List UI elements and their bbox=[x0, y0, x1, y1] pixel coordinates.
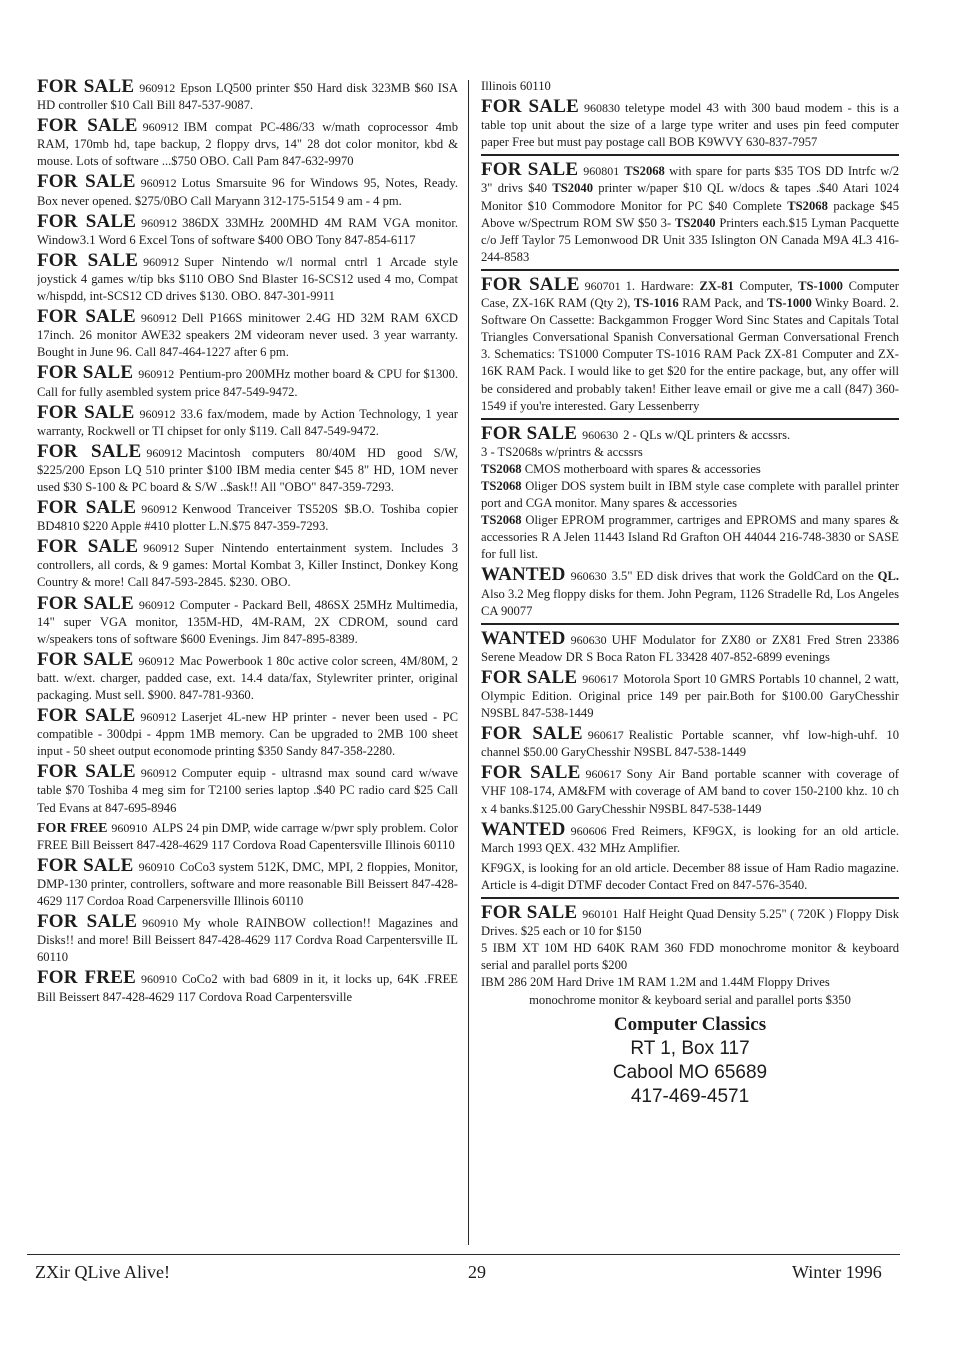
ad-date: 960912 bbox=[142, 120, 179, 135]
ad-text: UHF Modulator for ZX80 or ZX81 Fred Stren 23386 Serene Meadow DR S Boca Raton FL 33428 407-852-6899 evenings bbox=[481, 632, 899, 664]
classified-ad bbox=[481, 725, 899, 761]
classified-ad bbox=[37, 78, 458, 114]
product-name: TS2068 bbox=[481, 461, 522, 476]
classified-ad bbox=[37, 913, 458, 966]
ad-text: package $45 Above w/Spectrum ROM SW $50 3- bbox=[481, 198, 899, 230]
classified-ad bbox=[481, 818, 899, 857]
ad-text: CMOS motherboard with spares & accessories bbox=[524, 461, 761, 476]
ad-text: Computer Case, ZX-16K RAM (Qty 2), bbox=[481, 278, 899, 311]
company-address-2: Cabool MO 65689 bbox=[612, 1061, 768, 1083]
ad-date: 960912 bbox=[139, 81, 176, 95]
ad-text: 1. Hardware: bbox=[625, 278, 694, 293]
ad-date: 960912 bbox=[141, 215, 178, 230]
classified-ad bbox=[37, 364, 458, 400]
ad-text: Computer, bbox=[739, 278, 793, 293]
ad-continuation: KF9GX, is looking for an old article. December 88 issue of Ham Radio magazine. Article is 4-digit DTMF decoder Contact Fred on 847-576-3540. bbox=[481, 860, 899, 892]
ad-text: Lotus Smarsuite 96 for Windows 95, Notes, Ready. Box never opened. $275/0BO Call Maryann 312-175-5154 9 am - 4 pm. bbox=[37, 176, 458, 208]
ad-text: IBM 286 20M Hard Drive 1M RAM 1.2M and 1.44M Floppy Drives bbox=[481, 975, 830, 990]
ad-heading: FOR SALE bbox=[481, 96, 579, 118]
ad-text: My whole RAINBOW collection!! Magazines and Disks!! and more! Bill Beissert 847-428-4629 117 Cordva Road Carpentersville IL 60110 bbox=[37, 916, 458, 965]
ad-date: 960606 bbox=[570, 823, 607, 838]
ad-text: Computer equip - ultrasnd max sound card w/wave table $70 Toshiba 4 meg sim for T2100 series laptop .$40 PC radio card $25 Call Ted Evans at 847-695-8946 bbox=[37, 766, 458, 815]
classified-ad bbox=[37, 592, 458, 648]
ad-heading: FOR SALE bbox=[37, 78, 135, 97]
product-name: QL. bbox=[877, 569, 899, 584]
ad-text: RAM Pack, and bbox=[682, 296, 764, 311]
ad-heading: FOR SALE bbox=[37, 171, 136, 193]
company-address-1: RT 1, Box 117 bbox=[630, 1037, 750, 1059]
ad-date: 960912 bbox=[140, 766, 177, 781]
ad-text: Macintosh computers 80/40M HD good S/W, $225/200 Epson LQ 510 printer $100 IBM media center $45 8" HD, 1OM never used $30 S-100 & PC board & S/W ..$ask!! All "OBO" 847-359-7293. bbox=[37, 445, 458, 494]
ad-heading: FOR SALE bbox=[481, 723, 583, 745]
product-name: TS2068 bbox=[481, 513, 522, 528]
ad-date: 960830 bbox=[583, 101, 620, 116]
left-column bbox=[37, 78, 458, 1244]
ad-heading: FOR FREE bbox=[37, 820, 108, 836]
section-rule bbox=[481, 418, 899, 420]
ad-text: with spare for parts $35 TOS DD Intrfc w/2 3" drivs $40 bbox=[481, 164, 899, 196]
ad-text: Also 3.2 Meg floppy disks for them. John Pegram, 1126 Stradelle Rd, Los Angeles CA 90077 bbox=[481, 586, 899, 618]
continuation-text: Illinois 60110 bbox=[481, 79, 551, 93]
ad-text: IBM compat PC-486/33 w/math coprocessor 4mb RAM, 170mb hd, tape backup, 2 floppy drvs, 14" 28 dot color monitor, kbd & mouse. Lots of software ...$750 OBO. Call Pam 847-632-9970 bbox=[37, 120, 458, 169]
ad-heading: FOR SALE bbox=[37, 648, 134, 670]
ad-heading: WANTED bbox=[481, 818, 566, 840]
ad-heading: FOR SALE bbox=[37, 249, 139, 271]
section-rule bbox=[481, 269, 899, 271]
ad-date: 960910 bbox=[140, 972, 177, 987]
ad-text: Oliger EPROM programmer, cartriges and EPROMS and many spares & accessories R A Jelen 11443 Island Rd Grafton OH 44044 216-748-3830 or SASE for full list. bbox=[481, 513, 899, 562]
ad-date: 960912 bbox=[139, 406, 176, 421]
ad-heading: FOR SALE bbox=[37, 440, 142, 462]
ad-text: Sony Air Band portable scanner with coverage of VHF 108-174, AM&FM with coverage of AM band to cover 150-2100 khz. 10 ch x 4 banks.$125.00 GaryChesshir N9SBL 847-538-1449 bbox=[481, 767, 899, 816]
ad-text: 33.6 fax/modem, made by Action Technology, 1 year warranty, Rockwell or TI chipset for only $119. Call 847-549-9472. bbox=[37, 406, 458, 438]
section-rule bbox=[481, 897, 899, 899]
ad-text: teletype model 43 with 300 baud modem - this is a table top unit about the size of a large type writer and uses pin feed computer paper Free but must pay postage call BOB K9WVY 630-837-7957 bbox=[481, 101, 899, 150]
ad-text: Winky Board. 2. Software On Cassette: Backgammon Frogger Word Sinc States and Capitals Total Triangles Conversational Spanish Conversational German Conversational French 3. Schematics: TS1000 Computer TS-1016 RAM Pack ZX-81 Computer and ZX-16K RAM Pack. I would like to get $20 for the entire package, but, any offer will be considered and probably taken! Either leave email or give me a call (847) 360-1549 if you're interested. Gary Lessenberry bbox=[481, 296, 899, 413]
ad-text: Mac Powerbook 1 80c active color screen, 4M/80M, 2 batt. w/ext. charger, padded case, ext. 14.4 data/fax, Stylewriter printer, original packaging. Must sell. $900. 847-781-9360. bbox=[37, 653, 458, 702]
ad-date: 960912 bbox=[141, 502, 178, 517]
section-rule bbox=[481, 623, 899, 625]
product-name: TS-1000 bbox=[766, 296, 812, 311]
ad-text: Realistic Portable scanner, vhf low-high-uhf. 10 channel $50.00 GaryChesshir N9SBL 847-538-1449 bbox=[481, 728, 899, 760]
classified-ad bbox=[37, 249, 458, 305]
ad-text: Oliger DOS system built in IBM style case complete with parallel printer port and CGA monitor. Many spares & accessories bbox=[481, 478, 899, 511]
ad-date: 960701 bbox=[584, 278, 621, 293]
ad-heading: FOR SALE bbox=[481, 902, 578, 924]
ad-text: 3 - TS2068s w/printrs & accssrs bbox=[481, 444, 643, 459]
ad-heading: WANTED bbox=[481, 564, 566, 586]
computer-classics-block bbox=[481, 1013, 899, 1109]
product-name: TS2040 bbox=[552, 181, 593, 196]
classified-ad bbox=[37, 308, 458, 361]
ad-text: Fred Reimers, KF9GX, is looking for an old article. March 1993 QEX. 432 MHz Amplifier. bbox=[481, 823, 899, 855]
ad-date: 960912 bbox=[143, 541, 180, 556]
ad-date: 960912 bbox=[140, 176, 177, 191]
classified-ad bbox=[37, 763, 458, 816]
classified-ad bbox=[37, 440, 458, 496]
ad-heading: FOR SALE bbox=[37, 854, 134, 876]
section-rule bbox=[481, 154, 899, 156]
ad-text: ALPS 24 pin DMP, wide carrage w/pwr sply problem. Color FREE Bill Beissert 847-428-4629 117 Cordova Road Capentersville Illinois 60110 bbox=[37, 820, 458, 852]
product-name: TS-1000 bbox=[798, 278, 843, 293]
ad-text: Dell P166S minitower 2.4G HD 32M RAM 6XCD 17inch. 26 monitor AWE32 speakers 2M videoram never used. 3 year warranty. Bought in June 96. Call 847-464-1227 after 6 pm. bbox=[37, 311, 458, 360]
column-divider bbox=[468, 80, 469, 1245]
ad-date: 960910 bbox=[111, 820, 148, 835]
ad-text: Pentium-pro 200MHz mother board & CPU for $1300. Call for fully asembled system price 847-549-9472. bbox=[37, 367, 458, 399]
footer-rule bbox=[27, 1254, 900, 1255]
product-name: TS2068 bbox=[481, 478, 522, 493]
ad-text: Super Nintendo entertainment system. Includes 3 controllers, all cords, & 9 games: Mortal Kombat 3, Killer Instinct, Donkey Kong Country & more! Call 847-593-2845. $230. OBO. bbox=[37, 541, 458, 590]
ad-date: 960912 bbox=[143, 254, 180, 269]
ad-date: 960617 bbox=[582, 671, 619, 686]
ad-text: Computer - Packard Bell, 486SX 25MHz Multimedia, 14" super VGA monitor, 135M-HD, 4M-RAM, 2X CDROM, sound card w/speakers tons of software $600 Evenings. Jim 847-895-8389. bbox=[37, 597, 458, 646]
ad-heading: FOR SALE bbox=[37, 592, 134, 614]
classified-ad-ts2068 bbox=[481, 161, 899, 266]
ad-heading: FOR SALE bbox=[481, 762, 581, 784]
ad-heading: FOR SALE bbox=[37, 401, 135, 423]
ad-date: 960912 bbox=[138, 597, 175, 612]
ad-date: 960910 bbox=[142, 916, 179, 931]
ad-heading: FOR SALE bbox=[37, 536, 139, 558]
ad-heading: FOR SALE bbox=[37, 115, 138, 137]
ad-text: CoCo2 with bad 6809 in it, it locks up, 64K .FREE Bill Beissert 847-428-4629 117 Cordova Road Carpentersville bbox=[37, 972, 458, 1004]
product-name: TS2068 bbox=[787, 198, 828, 213]
ad-text: Half Height Quad Density 5.25" ( 720K ) Floppy Disk Drives. $25 each or 10 for $150 bbox=[481, 907, 899, 939]
classified-ad bbox=[37, 707, 458, 760]
ad-date: 960912 bbox=[146, 445, 183, 460]
ad-text: 386DX 33MHz 200MHD 4M RAM VGA monitor. Window3.1 Word 6 Excel Tons of software $400 OBO Tony 847-854-6117 bbox=[37, 215, 458, 247]
ad-text: CoCo3 system 512K, DMC, MPI, 2 floppies, Monitor, DMP-130 printer, controllers, software and more reasonable Bill Beissert 847-428-4629 117 Cordoa Road Carpenersville Illinois 60110 bbox=[37, 859, 458, 909]
ad-date: 960630 bbox=[582, 427, 619, 442]
classified-ad bbox=[37, 969, 458, 1005]
ad-date: 960801 bbox=[583, 164, 620, 179]
ad-heading: FOR SALE bbox=[37, 497, 137, 519]
product-name: ZX-81 bbox=[699, 278, 734, 293]
ad-date: 960912 bbox=[138, 653, 175, 668]
classified-ad bbox=[37, 401, 458, 440]
ad-heading: FOR SALE bbox=[37, 911, 138, 933]
classified-ad-ql bbox=[481, 422, 899, 564]
ad-date: 960912 bbox=[140, 710, 177, 725]
ad-date: 960910 bbox=[138, 859, 175, 874]
ad-date: 960630 bbox=[570, 569, 607, 584]
ad-text: Epson LQ500 printer $50 Hard disk 323MB $60 ISA HD controller $10 Call Bill 847-537-9087. bbox=[37, 81, 458, 113]
ad-date: 960617 bbox=[587, 728, 624, 743]
company-name: Computer Classics bbox=[613, 1013, 767, 1035]
classified-ad bbox=[481, 98, 899, 151]
classified-ad bbox=[37, 210, 458, 249]
ad-text: printer w/paper $10 QL w/docs & tapes .$40 Atari 1024 Monitor $10 Commodore Monitor for PC $40 Complete bbox=[481, 181, 899, 213]
ad-text: Laserjet 4L-new HP printer - never been used - PC compatible - 300dpi - 4ppm 1MB memory. Can be upgraded to 2MB 100 sheet input - 50 sheet output economode printing $350 Sandy 847-358-2280. bbox=[37, 710, 458, 759]
ad-text: 3.5" ED disk drives that work the GoldCard on the bbox=[611, 569, 874, 584]
ad-text: 2 - QLs w/QL printers & accssrs. bbox=[623, 427, 791, 442]
product-name: TS-1016 bbox=[633, 296, 679, 311]
ad-date: 960912 bbox=[140, 311, 177, 326]
classified-ad bbox=[481, 666, 899, 722]
classified-ad bbox=[481, 627, 899, 666]
ad-heading: FOR SALE bbox=[37, 306, 136, 328]
ad-text: Super Nintendo w/l normal cntrl 1 Arcade style joystick 4 games w/tip bks $110 OBO Snd Blaster 16-SCS12 used 4 mo, Compat w/hispdd, int-SCS12 CD drives $130. OBO. 847-301-9911 bbox=[37, 254, 458, 304]
classified-ad bbox=[37, 648, 458, 704]
classified-ad bbox=[37, 854, 458, 910]
ad-heading: FOR SALE bbox=[481, 159, 579, 181]
ad-date: 960912 bbox=[138, 367, 175, 382]
ad-heading: FOR SALE bbox=[481, 666, 578, 688]
classified-ad bbox=[37, 117, 458, 170]
classified-ad bbox=[37, 173, 458, 209]
ad-date: 960630 bbox=[570, 632, 607, 647]
ad-date: 960101 bbox=[582, 907, 619, 922]
ad-text: Motorola Sport 10 GMRS Portabls 10 channel, 2 watt, Olympic Edition. Original price 149 per pair.Both for $100.00 GaryChesshir N9SBL 847-538-1449 bbox=[481, 671, 899, 721]
footer-page-number: 29 bbox=[468, 1262, 486, 1282]
ad-heading: FOR SALE bbox=[37, 210, 137, 232]
classified-ad-floppy bbox=[481, 904, 899, 1009]
product-name: TS2040 bbox=[674, 215, 716, 230]
ad-text: monochrome monitor & keyboard serial and parallel ports $350 bbox=[529, 992, 851, 1007]
right-column bbox=[481, 78, 899, 1244]
classified-ad bbox=[37, 499, 458, 535]
footer-publication: ZXir QLive Alive! bbox=[35, 1262, 170, 1282]
ad-text: Kenwood Tranceiver TS520S $B.O. Toshiba copier BD4810 $220 Apple #410 plotter L.N.$75 847-359-7293. bbox=[37, 502, 458, 534]
classified-ad-zx81 bbox=[481, 273, 899, 415]
classified-ad bbox=[37, 538, 458, 591]
classified-ad-wanted-goldcard bbox=[481, 566, 899, 619]
ad-heading: FOR SALE bbox=[37, 705, 136, 727]
ad-heading: FOR FREE bbox=[37, 967, 136, 989]
ad-text: 5 IBM XT 10M HD 640K RAM 360 FDD monochrome monitor & keyboard serial and parallel ports $200 bbox=[481, 941, 899, 973]
ad-heading: FOR SALE bbox=[37, 362, 134, 384]
company-phone: 417-469-4571 bbox=[630, 1085, 750, 1107]
ad-heading: FOR SALE bbox=[481, 422, 578, 444]
product-name: TS2068 bbox=[624, 164, 665, 179]
ad-heading: WANTED bbox=[481, 627, 566, 649]
ad-text: Printers each.$15 Lyman Pacquette c/o Jeff Taylor 75 Lemonwood DR Unit 335 Islington ON Canada M9A 4L3 416-244-8583 bbox=[481, 215, 899, 264]
ad-date: 960617 bbox=[585, 767, 622, 782]
ad-heading: FOR SALE bbox=[481, 273, 580, 295]
ad-heading: FOR SALE bbox=[37, 761, 136, 783]
classified-ad bbox=[37, 820, 458, 854]
footer-issue: Winter 1996 bbox=[792, 1262, 882, 1282]
classified-ad bbox=[481, 764, 899, 817]
